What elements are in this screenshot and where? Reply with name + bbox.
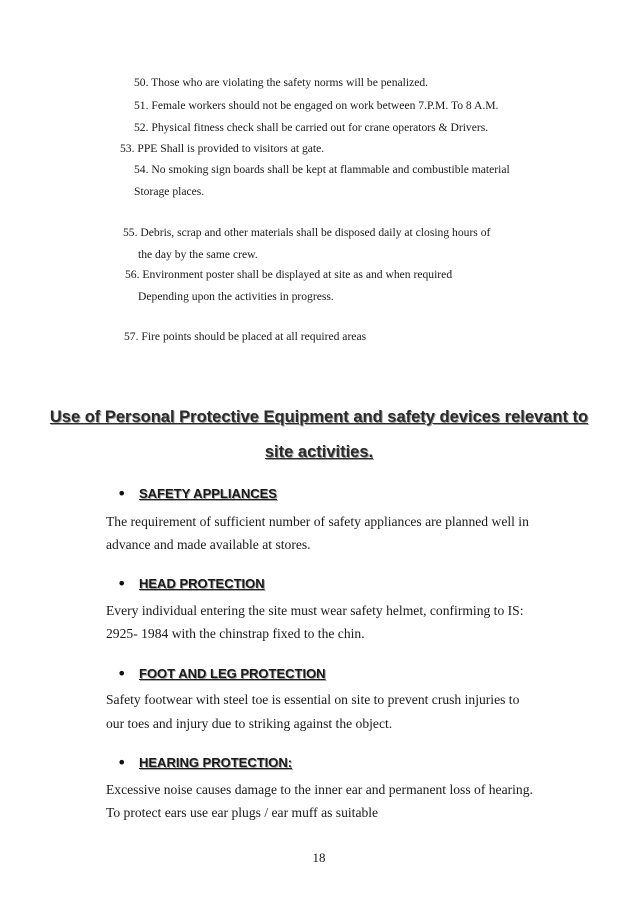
page-number: 18	[312, 850, 326, 865]
bullet-dot-icon: •	[117, 484, 127, 503]
bullet-hearing-protection	[117, 753, 292, 772]
list-item-54: 54. No smoking sign boards shall be kept at flammable and combustible material	[134, 163, 510, 176]
section-heading-line-1: Use of Personal Protective Equipment and safety devices relevant to	[49, 408, 589, 426]
list-item-53: 53. PPE Shall is provided to visitors at gate.	[120, 142, 325, 155]
paragraph-line: The requirement of sufficient number of safety appliances are planned well in	[106, 514, 529, 529]
bullet-title: SAFETY APPLIANCES	[139, 486, 277, 501]
bullet-title: FOOT AND LEG PROTECTION	[139, 666, 326, 681]
paragraph-line: To protect ears use ear plugs / ear muff as suitable	[106, 805, 379, 820]
bullet-dot-icon: •	[117, 574, 127, 593]
list-item-56-continued: Depending upon the activities in progress.	[138, 290, 334, 303]
bullet-head-protection	[117, 574, 265, 593]
bullet-title: HEAD PROTECTION	[139, 576, 265, 591]
bullet-dot-icon: •	[117, 753, 127, 772]
paragraph-line: Safety footwear with steel toe is essential on site to prevent crush injuries to	[106, 692, 520, 707]
list-item-54-continued: Storage places.	[134, 185, 205, 198]
paragraph-line: our toes and injury due to striking against the object.	[106, 716, 393, 731]
paragraph-line: advance and made available at stores.	[106, 537, 311, 552]
paragraph-line: Excessive noise causes damage to the inner ear and permanent loss of hearing.	[106, 782, 533, 797]
section-heading-line-2: site activities.	[264, 443, 374, 461]
list-item-57: 57. Fire points should be placed at all required areas	[124, 330, 367, 343]
bullet-foot-leg-protection	[117, 664, 326, 683]
list-item-51: 51. Female workers should not be engaged on work between 7.P.M. To 8 A.M.	[134, 99, 499, 112]
bullet-safety-appliances	[117, 484, 277, 503]
paragraph-line: 2925- 1984 with the chinstrap fixed to the chin.	[106, 626, 365, 641]
bullet-dot-icon: •	[117, 664, 127, 683]
list-item-55: 55. Debris, scrap and other materials shall be disposed daily at closing hours of	[123, 226, 491, 239]
list-item-50: 50. Those who are violating the safety norms will be penalized.	[134, 76, 429, 89]
list-item-56: 56. Environment poster shall be displayed at site as and when required	[125, 268, 453, 281]
paragraph-line: Every individual entering the site must wear safety helmet, confirming to IS:	[106, 603, 524, 618]
list-item-52: 52. Physical fitness check shall be carried out for crane operators & Drivers.	[134, 121, 489, 134]
list-item-55-continued: the day by the same crew.	[138, 248, 258, 261]
bullet-title: HEARING PROTECTION:	[139, 755, 293, 770]
